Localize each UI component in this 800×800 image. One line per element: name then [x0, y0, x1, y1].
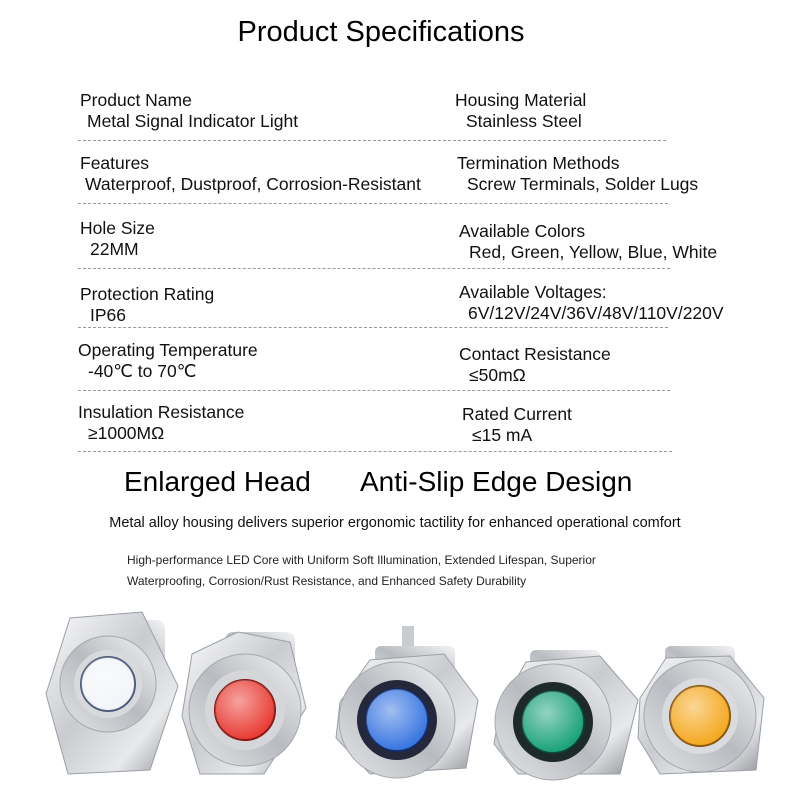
spec-value: ≥1000MΩ: [88, 423, 165, 443]
spec-value: ≤15 mA: [472, 425, 533, 445]
description-line: High-performance LED Core with Uniform Soft Illumination, Extended Lifespan, Superior: [127, 553, 596, 567]
divider: [78, 203, 668, 204]
spec-value: 6V/12V/24V/36V/48V/110V/220V: [468, 303, 724, 323]
product-photo: [40, 598, 780, 800]
spec-value: Stainless Steel: [466, 111, 582, 131]
spec-label: Available Voltages:: [459, 282, 607, 302]
spec-value: 22MM: [90, 239, 139, 259]
spec-value: Screw Terminals, Solder Lugs: [467, 174, 699, 194]
subheadline: Metal alloy housing delivers superior ergonomic tactility for enhanced operational comfort: [109, 515, 681, 531]
led-indicator-white: [46, 612, 178, 774]
spec-housing-material: [455, 90, 586, 132]
divider: [78, 140, 666, 141]
led-indicator-green: [494, 650, 638, 780]
divider: [78, 451, 672, 452]
spec-insulation-resistance: [78, 402, 244, 444]
spec-hole-size: [80, 218, 155, 260]
spec-rated-current: [462, 404, 572, 446]
led-indicator-blue: [336, 626, 478, 778]
spec-available-colors: [459, 221, 717, 263]
spec-value: Red, Green, Yellow, Blue, White: [469, 242, 718, 262]
spec-value: Waterproof, Dustproof, Corrosion-Resistant: [85, 174, 421, 194]
spec-value: -40℃ to 70℃: [88, 361, 197, 381]
spec-value: IP66: [90, 305, 126, 325]
divider: [78, 268, 670, 269]
description: [127, 550, 687, 592]
led-indicator-yellow: [638, 646, 764, 774]
spec-value: Metal Signal Indicator Light: [87, 111, 299, 131]
spec-label: Available Colors: [459, 221, 586, 241]
spec-label: Features: [80, 153, 150, 173]
spec-value: ≤50mΩ: [469, 365, 526, 385]
spec-label: Rated Current: [462, 404, 572, 424]
led-indicator-red: [182, 632, 306, 774]
spec-label: Product Name: [80, 90, 192, 110]
description-line: Waterproofing, Corrosion/Rust Resistance, and Enhanced Safety Durability: [127, 574, 527, 588]
spec-available-voltages: [459, 282, 724, 324]
spec-label: Housing Material: [455, 90, 587, 110]
spec-label: Termination Methods: [457, 153, 620, 173]
spec-label: Contact Resistance: [459, 344, 611, 364]
headline-anti-slip-edge: Anti-Slip Edge Design: [360, 466, 633, 497]
spec-contact-resistance: [459, 344, 611, 386]
spec-operating-temperature: [78, 340, 258, 382]
headline-enlarged-head: Enlarged Head: [124, 466, 311, 497]
spec-label: Insulation Resistance: [78, 402, 245, 422]
spec-label: Hole Size: [80, 218, 155, 238]
spec-termination-methods: [457, 153, 698, 195]
spec-product-name: [80, 90, 298, 132]
spec-protection-rating: [80, 284, 214, 326]
spec-label: Operating Temperature: [78, 340, 258, 360]
spec-features: [80, 153, 421, 195]
page-title: Product Specifications: [237, 16, 525, 48]
spec-label: Protection Rating: [80, 284, 215, 304]
divider: [78, 390, 670, 391]
divider: [78, 327, 668, 328]
